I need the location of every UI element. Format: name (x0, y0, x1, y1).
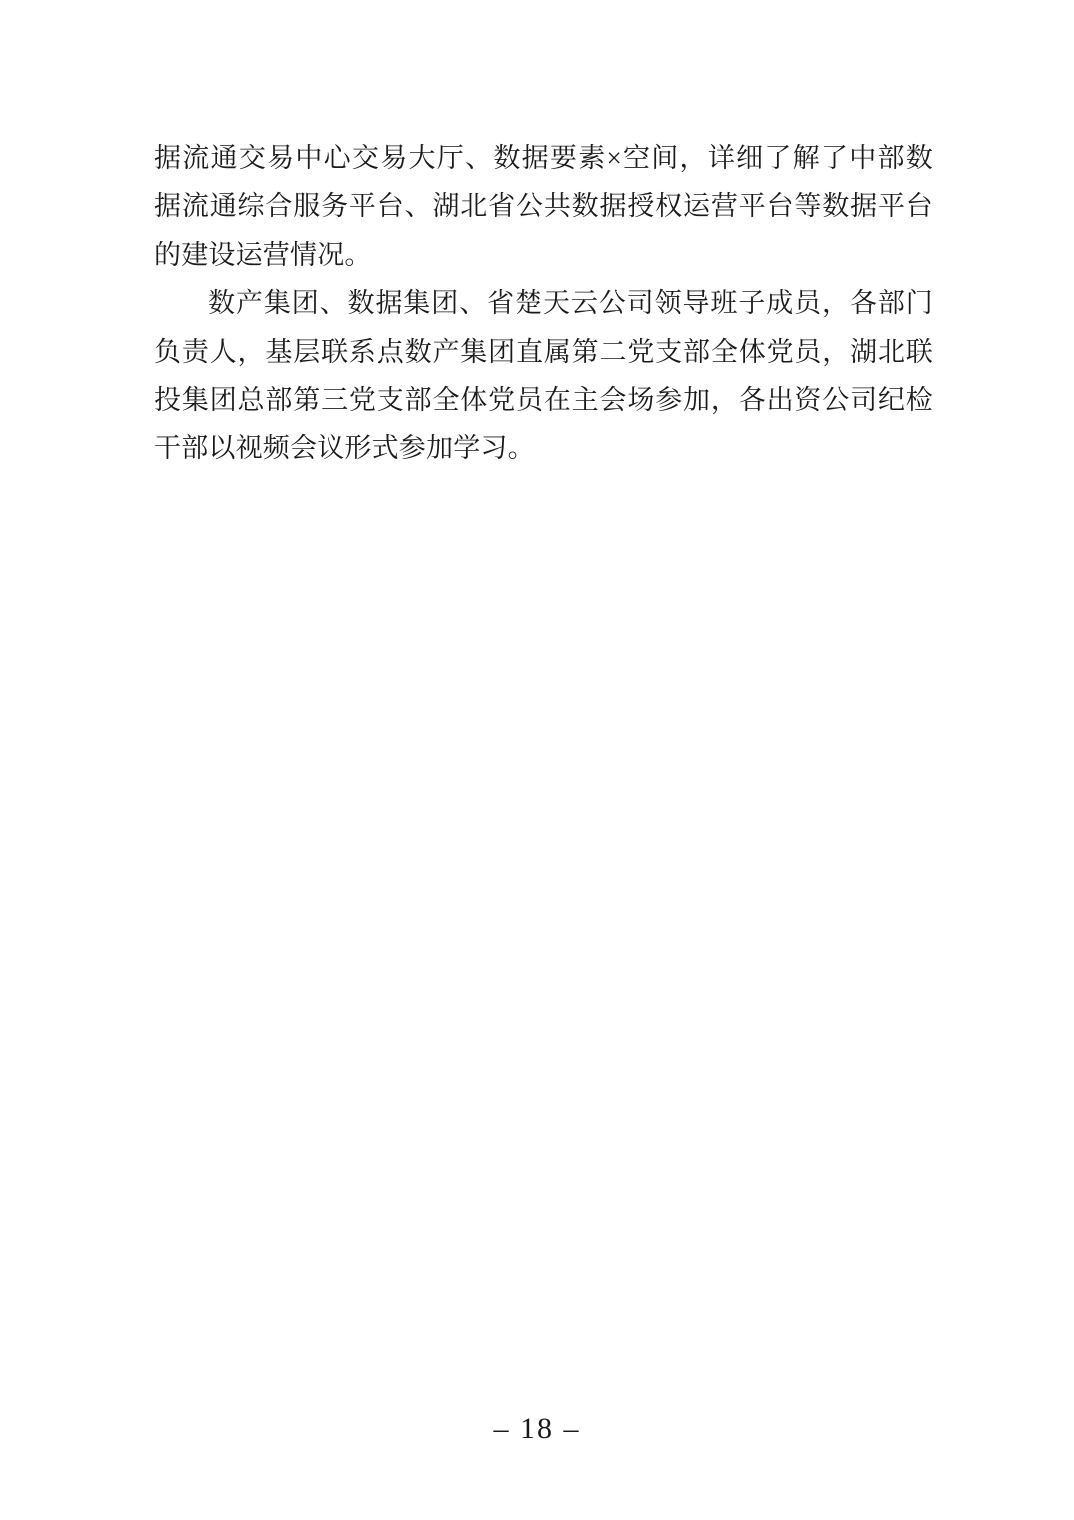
paragraph-2 (154, 279, 933, 473)
text-line: 的建设运营情况。 (154, 239, 372, 270)
document-body (154, 134, 933, 473)
text-line: 据流通交易中心交易大厅、数据要素×空间，详细了解了中部数 (154, 143, 933, 173)
text-line: 负责人，基层联系点数产集团直属第二党支部全体党员，湖北联 (154, 336, 933, 367)
text-line: 干部以视频会议形式参加学习。 (154, 433, 535, 464)
text-line: 据流通综合服务平台、湖北省公共数据授权运营平台等数据平台 (154, 191, 933, 222)
text-line: 数产集团、数据集团、省楚天云公司领导班子成员，各部门 (208, 288, 933, 319)
page-number: – 18 – (493, 1412, 581, 1445)
paragraph-1 (154, 134, 933, 279)
text-line: 投集团总部第三党支部全体党员在主会场参加，各出资公司纪检 (154, 384, 933, 415)
